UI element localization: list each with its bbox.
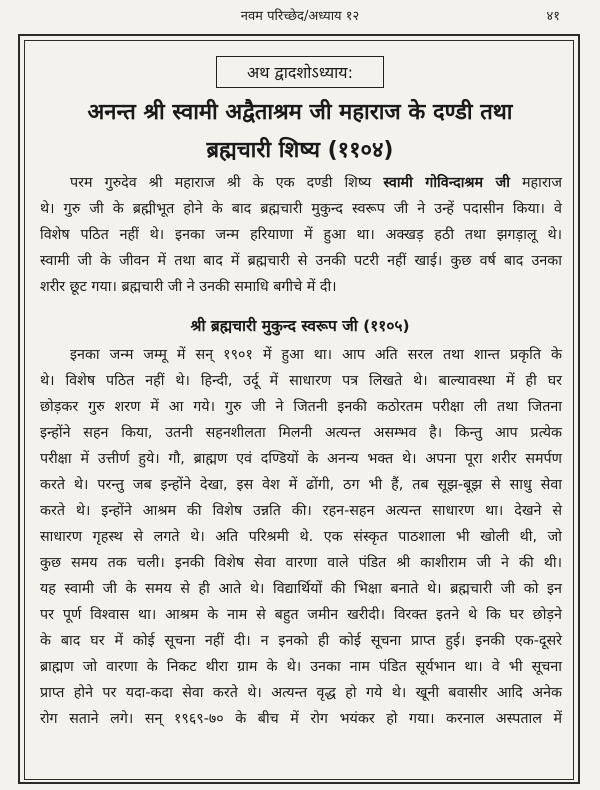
paragraph-line: छोड़कर गुरु शरण में आ गये। गुरु जी ने जितनी इनकी कठोरतम परीक्षा ली तथा जितना: [40, 399, 562, 415]
paragraph-line: इन्होंने सहन किया, उतनी सहनशीलता मिलनी अत्यन्त असम्भव है। किन्तु आप प्रत्येक: [40, 425, 562, 441]
paragraph-line: ब्राह्मण जो वारणा के निकट थीरा ग्राम के थे। उनका नाम पंडित सूर्यभान था। वे भी सूचना: [40, 659, 562, 675]
paragraph-line: थे। गुरु जी के ब्रह्मीभूत होने के बाद ब्रह्मचारी मुकुन्द स्वरूप जी ने उन्हें पदासीन किया। वे: [40, 201, 562, 217]
paragraph-line: साधारण गृहस्थ से लगते थे। अति परिश्रमी थे. एक संस्कृत पाठशाला भी खोली थी, जो: [40, 529, 562, 545]
paragraph-line: करते थे। इन्होंने आश्रम की विशेष उन्नति की। रहन-सहन अत्यन्त साधारण था। देखने से: [40, 503, 562, 519]
section-heading-line-2: ब्रह्मचारी शिष्य (११०४): [206, 138, 394, 163]
paragraph-text: परम गुरुदेव श्री महाराज श्री के एक दण्डी शिष्य: [70, 175, 384, 191]
chapter-label: अथ द्वादशोऽध्याय:: [216, 56, 384, 88]
section-heading-line-1: अनन्त श्री स्वामी अद्वैताश्रम जी महाराज के दण्डी तथा: [87, 100, 513, 125]
paragraph-line: शरीर छूट गया। ब्रह्मचारी जी ने उनकी समाधि बगीचे में दी।: [40, 279, 337, 295]
paragraph-line: स्वामी जी के जीवन में तथा बाद में ब्रह्मचारी से उनकी पटरी नहीं खाई। कुछ वर्ष बाद उनका: [40, 253, 562, 269]
running-header: [0, 0, 600, 30]
paragraph-line: कुछ समय तक चली। इनकी विशेष सेवा वारणा वाले पंडित श्री काशीराम जी ने की थी।: [40, 555, 562, 571]
subsection-heading: श्री ब्रह्मचारी मुकुन्द स्वरूप जी (११०५): [190, 317, 410, 335]
paragraph-text: महाराज: [509, 175, 562, 191]
paragraph-line: प्राप्त होने पर यदा-कदा सेवा करते थे। अत्यन्त वृद्ध हो गये थे। खूनी बवासीर आदि अनेक: [40, 685, 562, 701]
paragraph-line: परीक्षा में उत्तीर्ण हुये। गौ, ब्राह्मण एवं दण्डियों के अनन्य भक्त थे। अपना पूरा शरीर समर्पण: [40, 451, 562, 467]
running-title: नवम परिच्छेद/अध्याय १२: [240, 9, 360, 24]
paragraph-line: थे। विशेष पठित नहीं थे। हिन्दी, उर्दू में साधारण पत्र लिखते थे। बाल्यावस्था में ही घर: [40, 373, 562, 389]
paragraph-line: इनका जन्म जम्मू में सन् १९०१ में हुआ था। आप अति सरल तथा शान्त प्रकृति के: [70, 347, 562, 363]
paragraph-line: यह स्वामी जी के समय से ही आते थे। विद्यार्थियों की भिक्षा बनाते थे। ब्रह्मचारी जी को इन: [40, 581, 562, 597]
paragraph-line: [40, 170, 562, 196]
disciple-name: स्वामी गोविन्दाश्रम जी: [383, 175, 510, 191]
paragraph-line: पर पूर्ण विश्वास था। आश्रम के नाम से बहुत जमीन खरीदी। विरक्त इतने थे कि घर छोड़ने: [40, 607, 562, 623]
paragraph-line: रोग सताने लगे। सन् १९६९-७० के बीच में रोग भयंकर हो गया। करनाल अस्पताल में: [40, 711, 562, 727]
paragraph-line: करते थे। परन्तु जब इन्होंने देखा, इस वेश में ढोंगी, ठग भी हैं, तब सूझ-बूझ से साधु सेवा: [40, 477, 562, 493]
paragraph-line: के बाद घर में कोई सूचना नहीं दी। न इनको ही कोई सूचना प्राप्त हुई। इनकी एक-दूसरे: [40, 633, 562, 649]
page-number: ४१: [546, 9, 560, 24]
paragraph-line: विशेष पठित नहीं थे। इनका जन्म हरियाणा में हुआ था। अक्खड़ हठी तथा झगड़ालू थे।: [40, 227, 562, 243]
